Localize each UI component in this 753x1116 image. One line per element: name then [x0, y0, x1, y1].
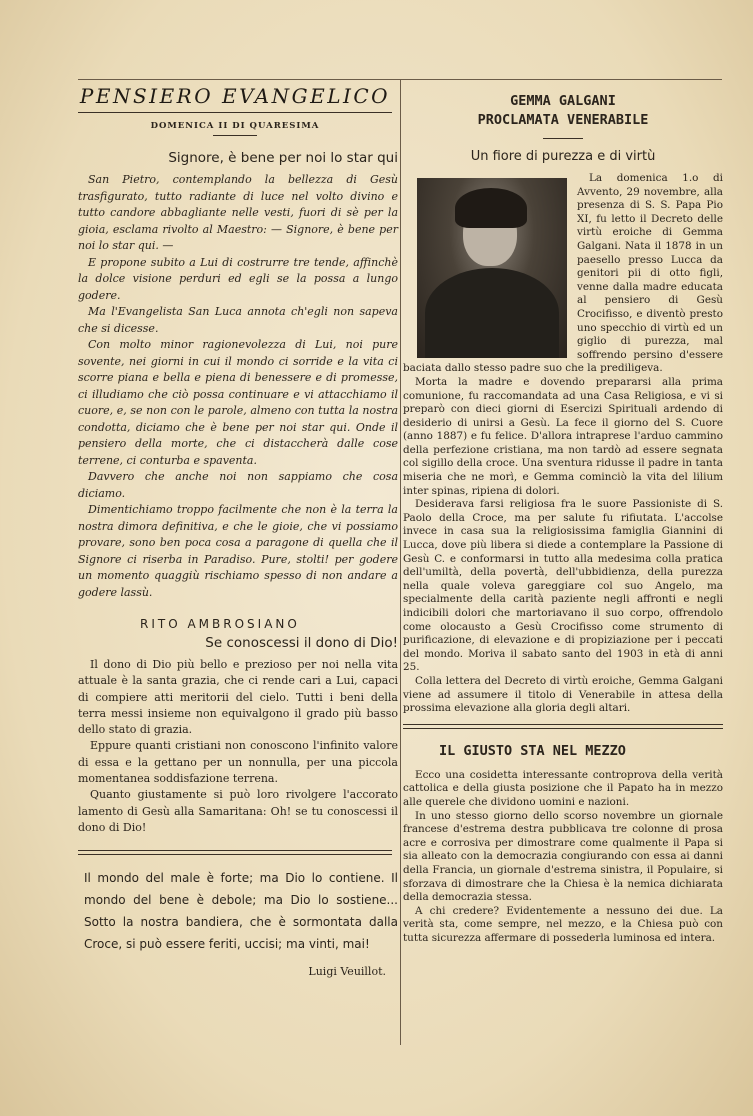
section2-paragraph: Quanto giustamente si può loro rivolgere l'accorato lamento di Gesù alla Samaritana: Oh! se tu conoscessi il dono di Dio!: [78, 788, 398, 834]
section1-heading: Signore, è bene per noi lo star qui: [168, 150, 398, 166]
section2-paragraph: Eppure quanti cristiani non conoscono l'infinito valore di essa e la gettano per un nonnulla, per una piccola momentanea soddisfazione terrena.: [78, 739, 398, 786]
section1-paragraph: Dimentichiamo troppo facilmente che non è la terra la nostra dimora definitiva, e che le gioie, che vi possiamo provare, sono ben poca cosa a paragone di quella che il Signore ci riserba in Paradiso. Pure, stolti! per godere un momento quaggiù rischiamo spesso di non andare a godere lassù.: [78, 503, 398, 599]
section2-paragraph: Il dono di Dio più bello e prezioso per noi nella vita attuale è la santa grazia, che ci rende cari a Lui, capaci di compiere atti meritorii del cielo. Tutti i beni della terra messi insieme non equivalgono il grado più basso dello stato di grazia.: [78, 658, 398, 737]
section2-paragraph: Ecco una cosidetta interessante controprova della verità cattolica e della giusta posizione che il Papato ha in mezzo alle querele che dividono uomini e nazioni.: [403, 768, 723, 808]
masthead-rule: [78, 112, 392, 113]
section2-heading: Se conoscessi il dono di Dio!: [205, 635, 398, 651]
section1-paragraph: San Pietro, contemplando la bellezza di Gesù trasfigurato, tutto radiante di luce nel volto divino e tutto candore abbagliante nelle vesti, fuori di sè per la gioia, esclama rivolto al Maestro: — Signore, è bene per noi lo star qui. —: [78, 173, 398, 252]
section1-paragraph: E propone subito a Lui di costrurre tre tende, affinchè la dolce visione perduri ed egli se la possa a lungo godere.: [78, 255, 398, 302]
column-divider: [400, 80, 401, 1045]
section2-paragraph: In uno stesso giorno dello scorso novembre un giornale francese d'estrema destra pubblicava tre colonne di prosa acre e corrosiva per dimostrare come qualmente il Papa si sia alleato con la democrazia congiurando con essa ai danni della Francia, un giornale d'estrema sinistra, il Populaire, si sforzava di dimostrare che la Chiesa è la nemica dichiarata della democrazia stessa.: [403, 809, 723, 904]
section1-paragraph: Con molto minor ragionevolezza di Lui, noi pure sovente, nei giorni in cui il mondo ci sorride e la vita ci scorre piana e bella e piena di benessere e di promesse, ci illudiamo che ciò possa continuare e vi attacchiamo il cuore, e, se non con le parole, almeno con tutta la nostra condotta, diciamo che è bene per noi star qui. Onde il pensiero della morte, che ci distaccherà dalle cose terrene, ci conturba e spaventa.: [78, 338, 398, 467]
article-title-line1: GEMMA GALGANI: [510, 93, 616, 109]
portrait-body: [425, 268, 559, 358]
sunday-subtitle: DOMENICA II DI QUARESIMA: [150, 121, 320, 131]
title-rule: [543, 138, 583, 139]
section-rule: [403, 724, 723, 729]
left-column: [72, 70, 398, 978]
right-column: [403, 70, 723, 945]
masthead-title: PENSIERO EVANGELICO: [79, 84, 391, 108]
portrait-photo: [417, 178, 567, 358]
portrait-hair: [455, 188, 527, 228]
article-subheading: Un fiore di purezza e di virtù: [470, 149, 656, 164]
quote-text: Il mondo del male è forte; ma Dio lo contiene. Il mondo del bene è debole; ma Dio lo sostiene... Sotto la nostra bandiera, che è sormontata dalla Croce, si può essere feriti, uccisi; ma vinti, mai!: [84, 871, 398, 952]
article-paragraph: Morta la madre e dovendo prepararsi alla prima comunione, fu raccomandata ad una Casa Religiosa, e vi si preparò con dieci giorni di Esercizi Spirituali ardendo di desiderio di unirsi a Gesù. La fece il giorno del S. Cuore (anno 1887) e fu felice. D'allora intraprese l'arduo cammino della perfezione cristiana, ma non tardò ad essere segnata col sigillo della croce. Una sventura ridusse il padre in tanta miseria che ne morì, e Gemma cominciò la vita del lilium inter spinas, ripiena di dolori.: [403, 375, 723, 497]
section2-paragraph: A chi credere? Evidentemente a nessuno dei due. La verità sta, come sempre, nel mezzo, e la Chiesa può con tutta sicurezza affermare di possederla luminosa ed intera.: [403, 904, 723, 944]
quote-author: Luigi Veuillot.: [308, 965, 386, 979]
rito-label: RITO AMBROSIANO: [140, 617, 300, 631]
subtitle-rule: [213, 135, 257, 136]
article-title-line2: PROCLAMATA VENERABILE: [477, 112, 649, 128]
section2-title: IL GIUSTO STA NEL MEZZO: [439, 742, 626, 759]
article-intro: La domenica 1.o di Avvento, 29 novembre, alla presenza di S. S. Papa Pio XI, fu letto il Decreto delle virtù eroiche di Gemma Galgani. Nata il 1878 in un paesello presso Lucca da genitori pii di otto figli, venne dalla madre educata al pensiero di Gesù Crocifisso, e diventò presto uno specchio di virtù ed un giglio di purezza, mal soffrendo persino d'essere baciata dallo stesso padre suo che la prediligeva.: [403, 172, 723, 375]
quote-rule: [78, 850, 392, 855]
section1-paragraph: Davvero che anche noi non sappiamo che cosa diciamo.: [78, 470, 398, 500]
article-paragraph: Desiderava farsi religiosa fra le suore Passioniste di S. Paolo della Croce, ma per salute fu rifiutata. L'accolse invece in casa sua la religiosissima famiglia Giannini di Lucca, dove più libera si diede a contemplare la Passione di Gesù C. e conformarsi in tutto alla medesima colla pratica dell'umiltà, della povertà, dell'ubbidienza, della purezza nella quale voleva gareggiare col suo Angelo, ma specialmente della carità paziente negli affronti e negli indicibili dolori che martoriavano il suo corpo, offrendolo come olocausto a Gesù Crocifisso come strumento di purificazione, di elevazione e di propiziazione per i peccati del mondo. Moriva il sabato santo del 1903 in età di anni 25.: [403, 498, 723, 674]
section1-paragraph: Ma l'Evangelista San Luca annota ch'egli non sapeva che si dicesse.: [78, 305, 398, 335]
article-paragraph: Colla lettera del Decreto di virtù eroiche, Gemma Galgani viene ad assumere il titolo di Venerabile in attesa della prossima elevazione alla gloria degli altari.: [403, 674, 723, 715]
